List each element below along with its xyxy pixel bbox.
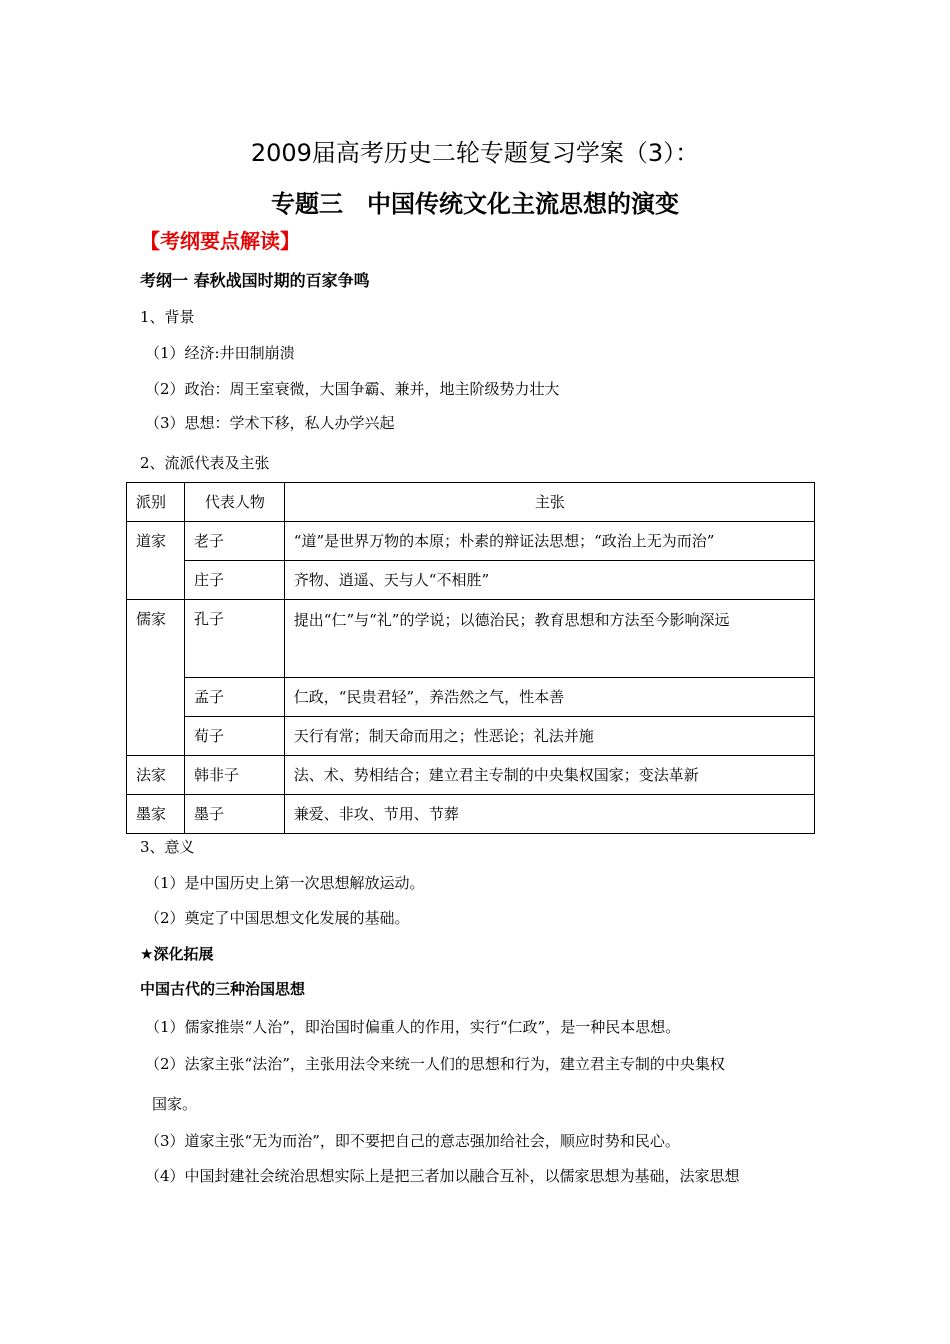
cell-claim: 仁政，“民贵君轻”，养浩然之气，性本善	[284, 678, 814, 717]
extension-heading: ★深化拓展	[140, 945, 214, 963]
cell-person: 荀子	[184, 717, 284, 756]
cell-claim: “道”是世界万物的本原；朴素的辩证法思想；“政治上无为而治”	[284, 522, 814, 561]
significance-label: 3、意义	[140, 838, 195, 856]
extension-item: （3）道家主张“无为而治”，即不要把自己的意志强加给社会，顺应时势和民心。	[145, 1132, 680, 1150]
section-heading: 【考纲要点解读】	[140, 229, 300, 253]
schools-label: 2、流派代表及主张	[140, 454, 270, 472]
cell-claim: 齐物、逍遥、天与人“不相胜”	[284, 561, 814, 600]
cell-person: 老子	[184, 522, 284, 561]
cell-person: 墨子	[184, 795, 284, 834]
schools-table	[126, 482, 815, 834]
cell-claim: 天行有常；制天命而用之；性恶论；礼法并施	[284, 717, 814, 756]
table-row	[127, 717, 815, 756]
extension-item: （4）中国封建社会统治思想实际上是把三者加以融合互补，以儒家思想为基础，法家思想	[145, 1167, 740, 1185]
cell-claim: 兼爱、非攻、节用、节葬	[284, 795, 814, 834]
cell-person: 孟子	[184, 678, 284, 717]
background-item: （2）政治：周王室衰微，大国争霸、兼并，地主阶级势力壮大	[145, 380, 560, 398]
outline-heading: 考纲一 春秋战国时期的百家争鸣	[140, 271, 370, 290]
background-item: （3）思想：学术下移，私人办学兴起	[145, 414, 395, 432]
header-person: 代表人物	[184, 483, 284, 522]
table-row	[127, 756, 815, 795]
header-school: 派别	[127, 483, 185, 522]
cell-school: 儒家	[127, 600, 185, 756]
cell-person: 孔子	[184, 600, 284, 678]
cell-person: 韩非子	[184, 756, 284, 795]
table-row	[127, 678, 815, 717]
extension-item: （1）儒家推崇“人治”，即治国时偏重人的作用，实行“仁政”，是一种民本思想。	[145, 1018, 681, 1036]
background-label: 1、背景	[140, 308, 195, 326]
significance-item: （1）是中国历史上第一次思想解放运动。	[145, 874, 425, 892]
table-row	[127, 600, 815, 678]
extension-item: 国家。	[152, 1095, 198, 1113]
extension-subheading: 中国古代的三种治国思想	[140, 980, 306, 998]
significance-item: （2）奠定了中国思想文化发展的基础。	[145, 909, 410, 927]
cell-school: 墨家	[127, 795, 185, 834]
table-row	[127, 522, 815, 561]
table-header-row	[127, 483, 815, 522]
page-subtitle: 专题三 中国传统文化主流思想的演变	[271, 190, 679, 218]
cell-claim: 法、术、势相结合；建立君主专制的中央集权国家；变法革新	[284, 756, 814, 795]
cell-claim: 提出“仁”与“礼”的学说；以德治民；教育思想和方法至今影响深远	[284, 600, 814, 678]
cell-person: 庄子	[184, 561, 284, 600]
extension-item: （2）法家主张“法治”，主张用法令来统一人们的思想和行为，建立君主专制的中央集权	[145, 1055, 725, 1073]
page-title: 2009届高考历史二轮专题复习学案（3）：	[250, 139, 700, 167]
table-row	[127, 561, 815, 600]
table-row	[127, 795, 815, 834]
cell-school: 道家	[127, 522, 185, 600]
cell-school: 法家	[127, 756, 185, 795]
header-claim: 主张	[284, 483, 814, 522]
background-item: （1）经济:井田制崩溃	[145, 344, 295, 362]
